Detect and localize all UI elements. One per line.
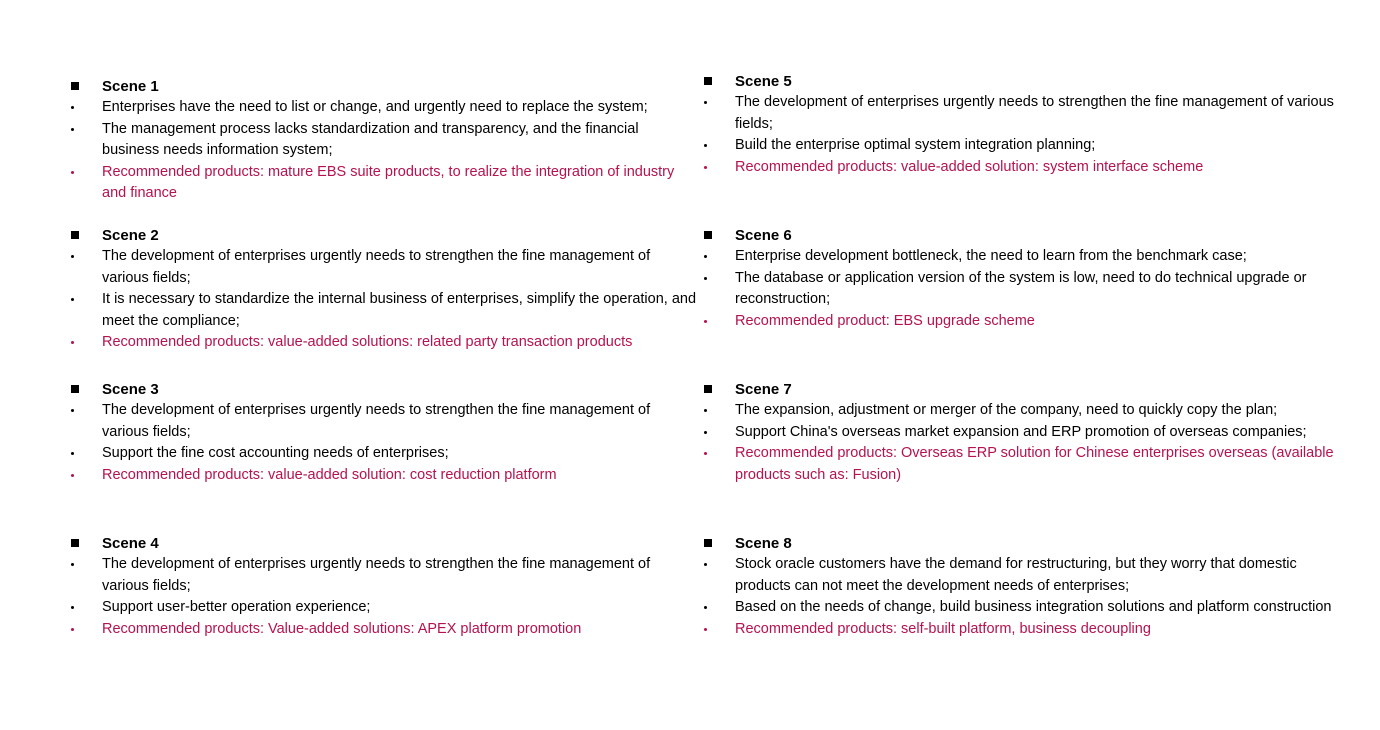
bullet-icon [704,409,707,412]
scene-block-3 [71,379,696,486]
scene-header [71,533,696,554]
recommendation-text: Recommended products: Overseas ERP solution for Chinese enterprises overseas (available products such as: Fusion) [735,445,1334,483]
bullet-icon [71,563,74,566]
scene-block-1 [71,76,696,205]
square-bullet-icon [704,385,712,393]
scene-header [71,379,696,400]
item-text: Enterprise development bottleneck, the need to learn from the benchmark case; [735,248,1247,264]
list-item [71,400,696,443]
item-text: Support China's overseas market expansion and ERP promotion of overseas companies; [735,423,1307,440]
list-item [704,422,1334,444]
item-text: Enterprises have the need to list or change, and urgently need to replace the system; [102,99,648,115]
scene-header [704,533,1334,554]
scene-block-6 [704,225,1334,332]
list-item [71,246,696,289]
list-item [704,268,1334,311]
bullet-icon [704,144,707,147]
bullet-icon [71,106,74,109]
item-text: It is necessary to standardize the internal business of enterprises, simplify the operation, and meet the compliance; [102,291,697,329]
scene-title: Scene 8 [735,535,792,552]
bullet-icon [71,171,74,174]
item-text: Build the enterprise optimal system integration planning; [735,137,1096,153]
bullet-icon [71,474,74,477]
scene-title: Scene 6 [735,227,792,244]
recommendation-item [704,619,1334,641]
item-text: Stock oracle customers have the demand for restructuring, but they worry that domestic products can not meet the development needs of enterprises; [735,556,1297,594]
square-bullet-icon [704,231,712,239]
scene-header [71,225,696,246]
recommendation-item [704,157,1334,179]
recommendation-item [71,162,696,205]
item-text: The development of enterprises urgently needs to strengthen the fine management of various fields; [102,556,651,594]
recommendation-item [71,619,696,641]
list-item [71,97,696,119]
bullet-icon [71,255,74,258]
scene-block-7 [704,379,1334,486]
item-text: The database or application version of the system is low, need to do technical upgrade or reconstruction; [735,269,1307,307]
bullet-icon [704,320,707,323]
bullet-icon [704,628,707,631]
list-item [704,400,1334,422]
square-bullet-icon [71,231,79,239]
bullet-icon [704,452,707,455]
bullet-icon [704,431,707,434]
list-item [704,554,1334,597]
bullet-icon [704,563,707,566]
list-item [71,554,696,597]
bullet-icon [71,409,74,412]
square-bullet-icon [704,539,712,547]
recommendation-text: Recommended product: EBS upgrade scheme [735,312,1035,329]
scene-title: Scene 4 [102,535,159,552]
item-text: Support the fine cost accounting needs of enterprises; [102,445,449,461]
recommendation-text: Recommended products: value-added solutions: related party transaction products [102,334,633,350]
list-item [704,135,1334,157]
scene-title: Scene 7 [735,381,792,398]
square-bullet-icon [71,82,79,90]
list-item [704,597,1334,619]
scene-header [71,76,696,97]
scene-header [704,71,1334,92]
item-text: Based on the needs of change, build business integration solutions and platform construction [735,599,1332,615]
scene-header [704,225,1334,246]
bullet-icon [71,628,74,631]
item-text: The development of enterprises urgently needs to strengthen the fine management of various fields; [735,94,1334,132]
recommendation-item [71,465,696,487]
item-text: The development of enterprises urgently needs to strengthen the fine management of various fields; [102,248,651,286]
list-item [704,92,1334,135]
square-bullet-icon [71,385,79,393]
bullet-icon [704,166,707,169]
square-bullet-icon [71,539,79,547]
scene-block-8 [704,533,1334,640]
item-text: The management process lacks standardization and transparency, and the financial business needs information system; [102,120,639,158]
scene-title: Scene 3 [102,381,159,398]
bullet-icon [71,341,74,344]
item-text: The development of enterprises urgently needs to strengthen the fine management of various fields; [102,402,651,440]
recommendation-item [71,332,696,354]
item-text: The expansion, adjustment or merger of the company, need to quickly copy the plan; [735,402,1278,418]
bullet-icon [71,128,74,131]
item-text: Support user-better operation experience; [102,599,371,615]
scene-title: Scene 1 [102,78,159,95]
scene-block-5 [704,71,1334,178]
bullet-icon [704,101,707,104]
recommendation-text: Recommended products: value-added solution: cost reduction platform [102,466,557,483]
bullet-icon [704,277,707,280]
scene-block-2 [71,225,696,354]
recommendation-text: Recommended products: self-built platform, business decoupling [735,620,1151,637]
recommendation-item [704,311,1334,333]
bullet-icon [704,606,707,609]
bullet-icon [71,606,74,609]
recommendation-item [704,443,1334,486]
list-item [71,597,696,619]
bullet-icon [71,298,74,301]
scene-title: Scene 5 [735,73,792,90]
scene-block-4 [71,533,696,640]
list-item [71,119,696,162]
scene-title: Scene 2 [102,227,159,244]
recommendation-text: Recommended products: Value-added solutions: APEX platform promotion [102,620,582,637]
bullet-icon [704,255,707,258]
bullet-icon [71,452,74,455]
scene-header [704,379,1334,400]
list-item [71,443,696,465]
recommendation-text: Recommended products: value-added solution: system interface scheme [735,158,1204,175]
square-bullet-icon [704,77,712,85]
list-item [704,246,1334,268]
list-item [71,289,696,332]
recommendation-text: Recommended products: mature EBS suite products, to realize the integration of industry and finance [102,163,675,201]
